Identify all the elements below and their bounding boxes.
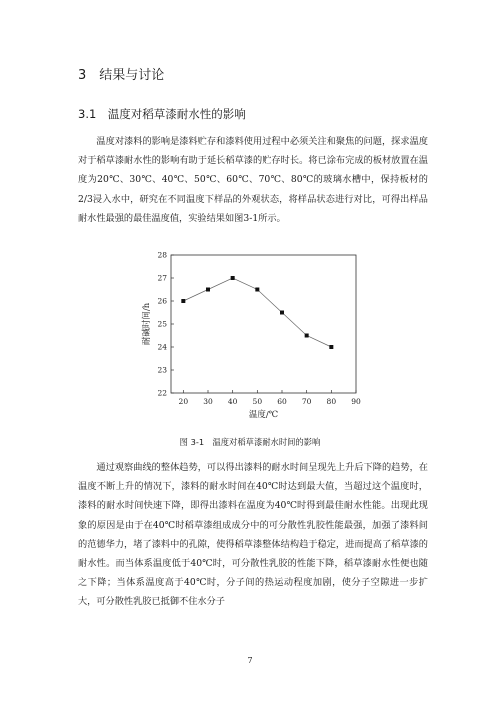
data-point [280,311,284,315]
y-tick-label: 27 [157,273,167,283]
discussion-paragraph: 通过观察曲线的整体趋势，可以得出漆料的耐水时间呈现先上升后下降的趋势，在温度不断上升的情况下，漆料的耐水时间在40℃时达到最大值，当超过这个温度时，漆料的耐水时间快速下降，即得出漆料在温度为40℃时得到最佳耐水性能。出现此现象的原因是由于在40℃时稻草漆组成成分中的可分散性乳胶性能最强，加强了漆料间的范德华力，堵了漆料中的孔隙，使得稻草漆整体结构趋于稳定，进而提高了稻草漆的耐水性。而当体系温度低于40℃时，可分散性乳胶的性能下降，稻草漆耐水性便也随之下降；当体系温度高于40℃时，分子间的热运动程度加剧，使分子空隙进一步扩大，可分散性乳胶已抵御不住水分子 [78,462,428,608]
x-tick-label: 80 [326,397,337,406]
y-axis-label: 耐碱时间/h [142,302,152,346]
data-point [206,288,210,292]
page-number: 7 [247,656,253,665]
data-point [231,276,235,280]
x-tick-label: 50 [252,397,263,406]
subsection-title: 3.1 温度对稻草漆耐水性的影响 [78,107,246,121]
data-point [255,288,259,292]
y-tick-label: 26 [157,296,167,306]
y-tick-label: 24 [157,342,167,352]
data-point [305,334,309,338]
intro-paragraph: 温度对漆料的影响是漆料贮存和漆料使用过程中必须关注和聚焦的问题，探求温度对于稻草漆耐水性的影响有助于延长稻草漆的贮存时长。将已涂布完成的板材放置在温度为20℃、30℃、40℃、50℃、60℃、70℃、80℃的玻璃水槽中，保持板材的2/3浸入水中，研究在不同温度下样品的外观状态，将样品状态进行对比，可得出样品耐水性最强的最佳温度值，实验结果如图3-1所示。 [78,136,428,224]
x-axis-label: 温度/℃ [248,410,279,420]
data-point [181,299,185,303]
x-tick-label: 90 [351,397,361,406]
x-tick-label: 20 [178,397,189,406]
section-title: 3 结果与讨论 [78,68,165,83]
figure-caption: 图 3-1 温度对稻草漆耐水时间的影响 [179,437,321,447]
y-tick-label: 22 [157,388,167,398]
plot-frame [171,255,356,393]
y-tick-label: 23 [157,365,167,375]
y-tick-label: 25 [157,319,167,329]
y-tick-label: 28 [157,250,167,260]
x-tick-label: 40 [227,397,238,406]
data-point [329,345,333,349]
x-tick-label: 30 [203,397,213,406]
x-tick-label: 60 [277,397,287,406]
x-tick-label: 70 [301,397,312,406]
